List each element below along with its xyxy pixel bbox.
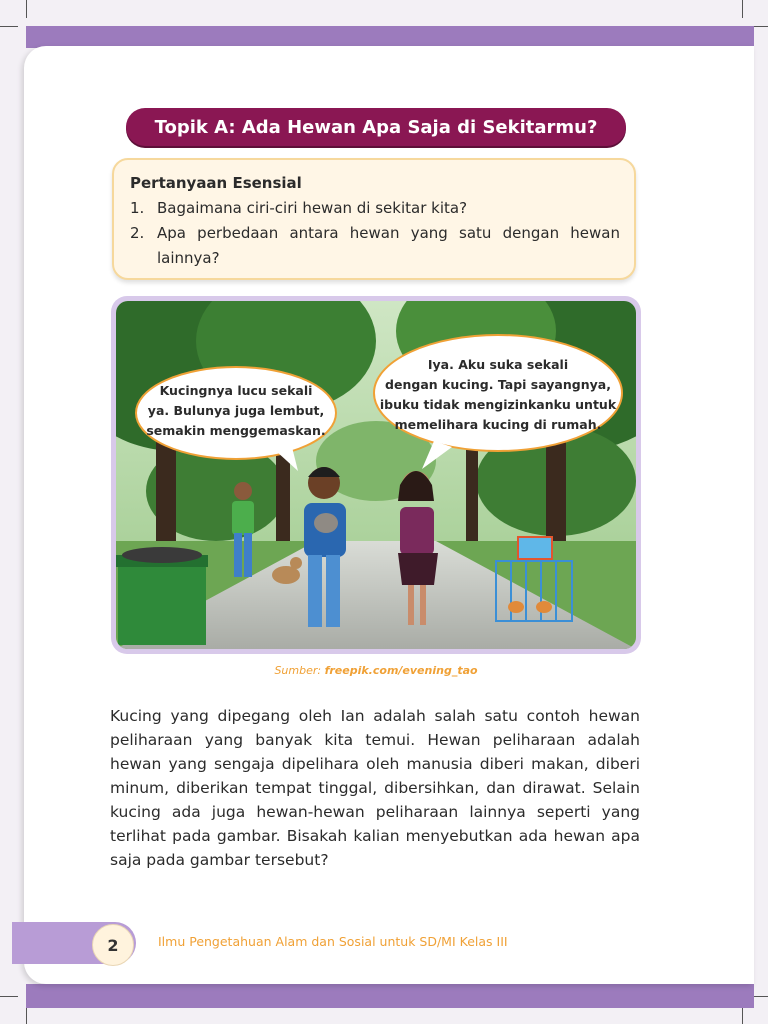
essential-list bbox=[130, 196, 620, 271]
crop-mark bbox=[0, 996, 18, 997]
bubble-left-line: ya. Bulunya juga lembut, bbox=[147, 403, 325, 418]
item-number: 2. bbox=[130, 224, 145, 242]
caption-source: freepik.com/evening_tao bbox=[324, 664, 478, 677]
page-number: 2 bbox=[92, 924, 134, 966]
item-number: 1. bbox=[130, 199, 145, 217]
green-bin bbox=[116, 547, 208, 645]
bottom-band bbox=[26, 984, 754, 1008]
hamster bbox=[508, 601, 524, 613]
caption-prefix: Sumber: bbox=[274, 664, 325, 677]
topic-title-text: Topik A: Ada Hewan Apa Saja di Sekitarmu? bbox=[154, 116, 598, 138]
item-text: Apa perbedaan antara hewan yang satu dengan hewan lainnya? bbox=[157, 224, 620, 267]
bubble-left-line: semakin menggemaskan. bbox=[146, 423, 326, 438]
body-paragraph: Kucing yang dipegang oleh Ian adalah salah satu contoh hewan peliharaan yang banyak kita temui. Hewan peliharaan adalah hewan yang sengaja dipelihara oleh manusia diberi makan, diberi minum, diberikan tempat tinggal, dibersihkan, dan dirawat. Selain kucing ada juga hewan-hewan peliharaan lainnya seperti yang terlihat pada gambar. Bisakah kalian menyebutkan ada hewan apa saja pada gambar tersebut? bbox=[110, 707, 640, 869]
bubble-right-line: Iya. Aku suka sekali bbox=[427, 357, 569, 372]
essential-questions-box bbox=[112, 158, 636, 280]
essential-item bbox=[130, 221, 620, 271]
fish-tank bbox=[518, 537, 552, 559]
park-illustration bbox=[116, 301, 636, 649]
crop-mark bbox=[26, 1006, 27, 1024]
bubble-left-line: Kucingnya lucu sekali bbox=[159, 383, 313, 398]
bubble-right-line: dengan kucing. Tapi sayangnya, bbox=[385, 377, 611, 392]
footer-book-title: Ilmu Pengetahuan Alam dan Sosial untuk SD/MI Kelas III bbox=[158, 934, 508, 949]
crop-mark bbox=[26, 0, 27, 18]
bubble-right-line: memelihara kucing di rumah. bbox=[394, 417, 602, 432]
essential-heading: Pertanyaan Esensial bbox=[130, 174, 302, 192]
image-caption bbox=[0, 664, 752, 677]
crop-mark bbox=[742, 0, 743, 18]
hamster bbox=[536, 601, 552, 613]
bubble-right-line: ibuku tidak mengizinkanku untuk bbox=[379, 397, 617, 412]
top-band bbox=[26, 26, 754, 48]
crop-mark bbox=[0, 26, 18, 27]
item-text: Bagaimana ciri-ciri hewan di sekitar kita? bbox=[157, 199, 468, 217]
essential-item bbox=[130, 196, 620, 221]
crop-mark bbox=[742, 1006, 743, 1024]
illustration-frame bbox=[111, 296, 641, 654]
cat bbox=[314, 513, 338, 533]
topic-title bbox=[126, 108, 626, 146]
